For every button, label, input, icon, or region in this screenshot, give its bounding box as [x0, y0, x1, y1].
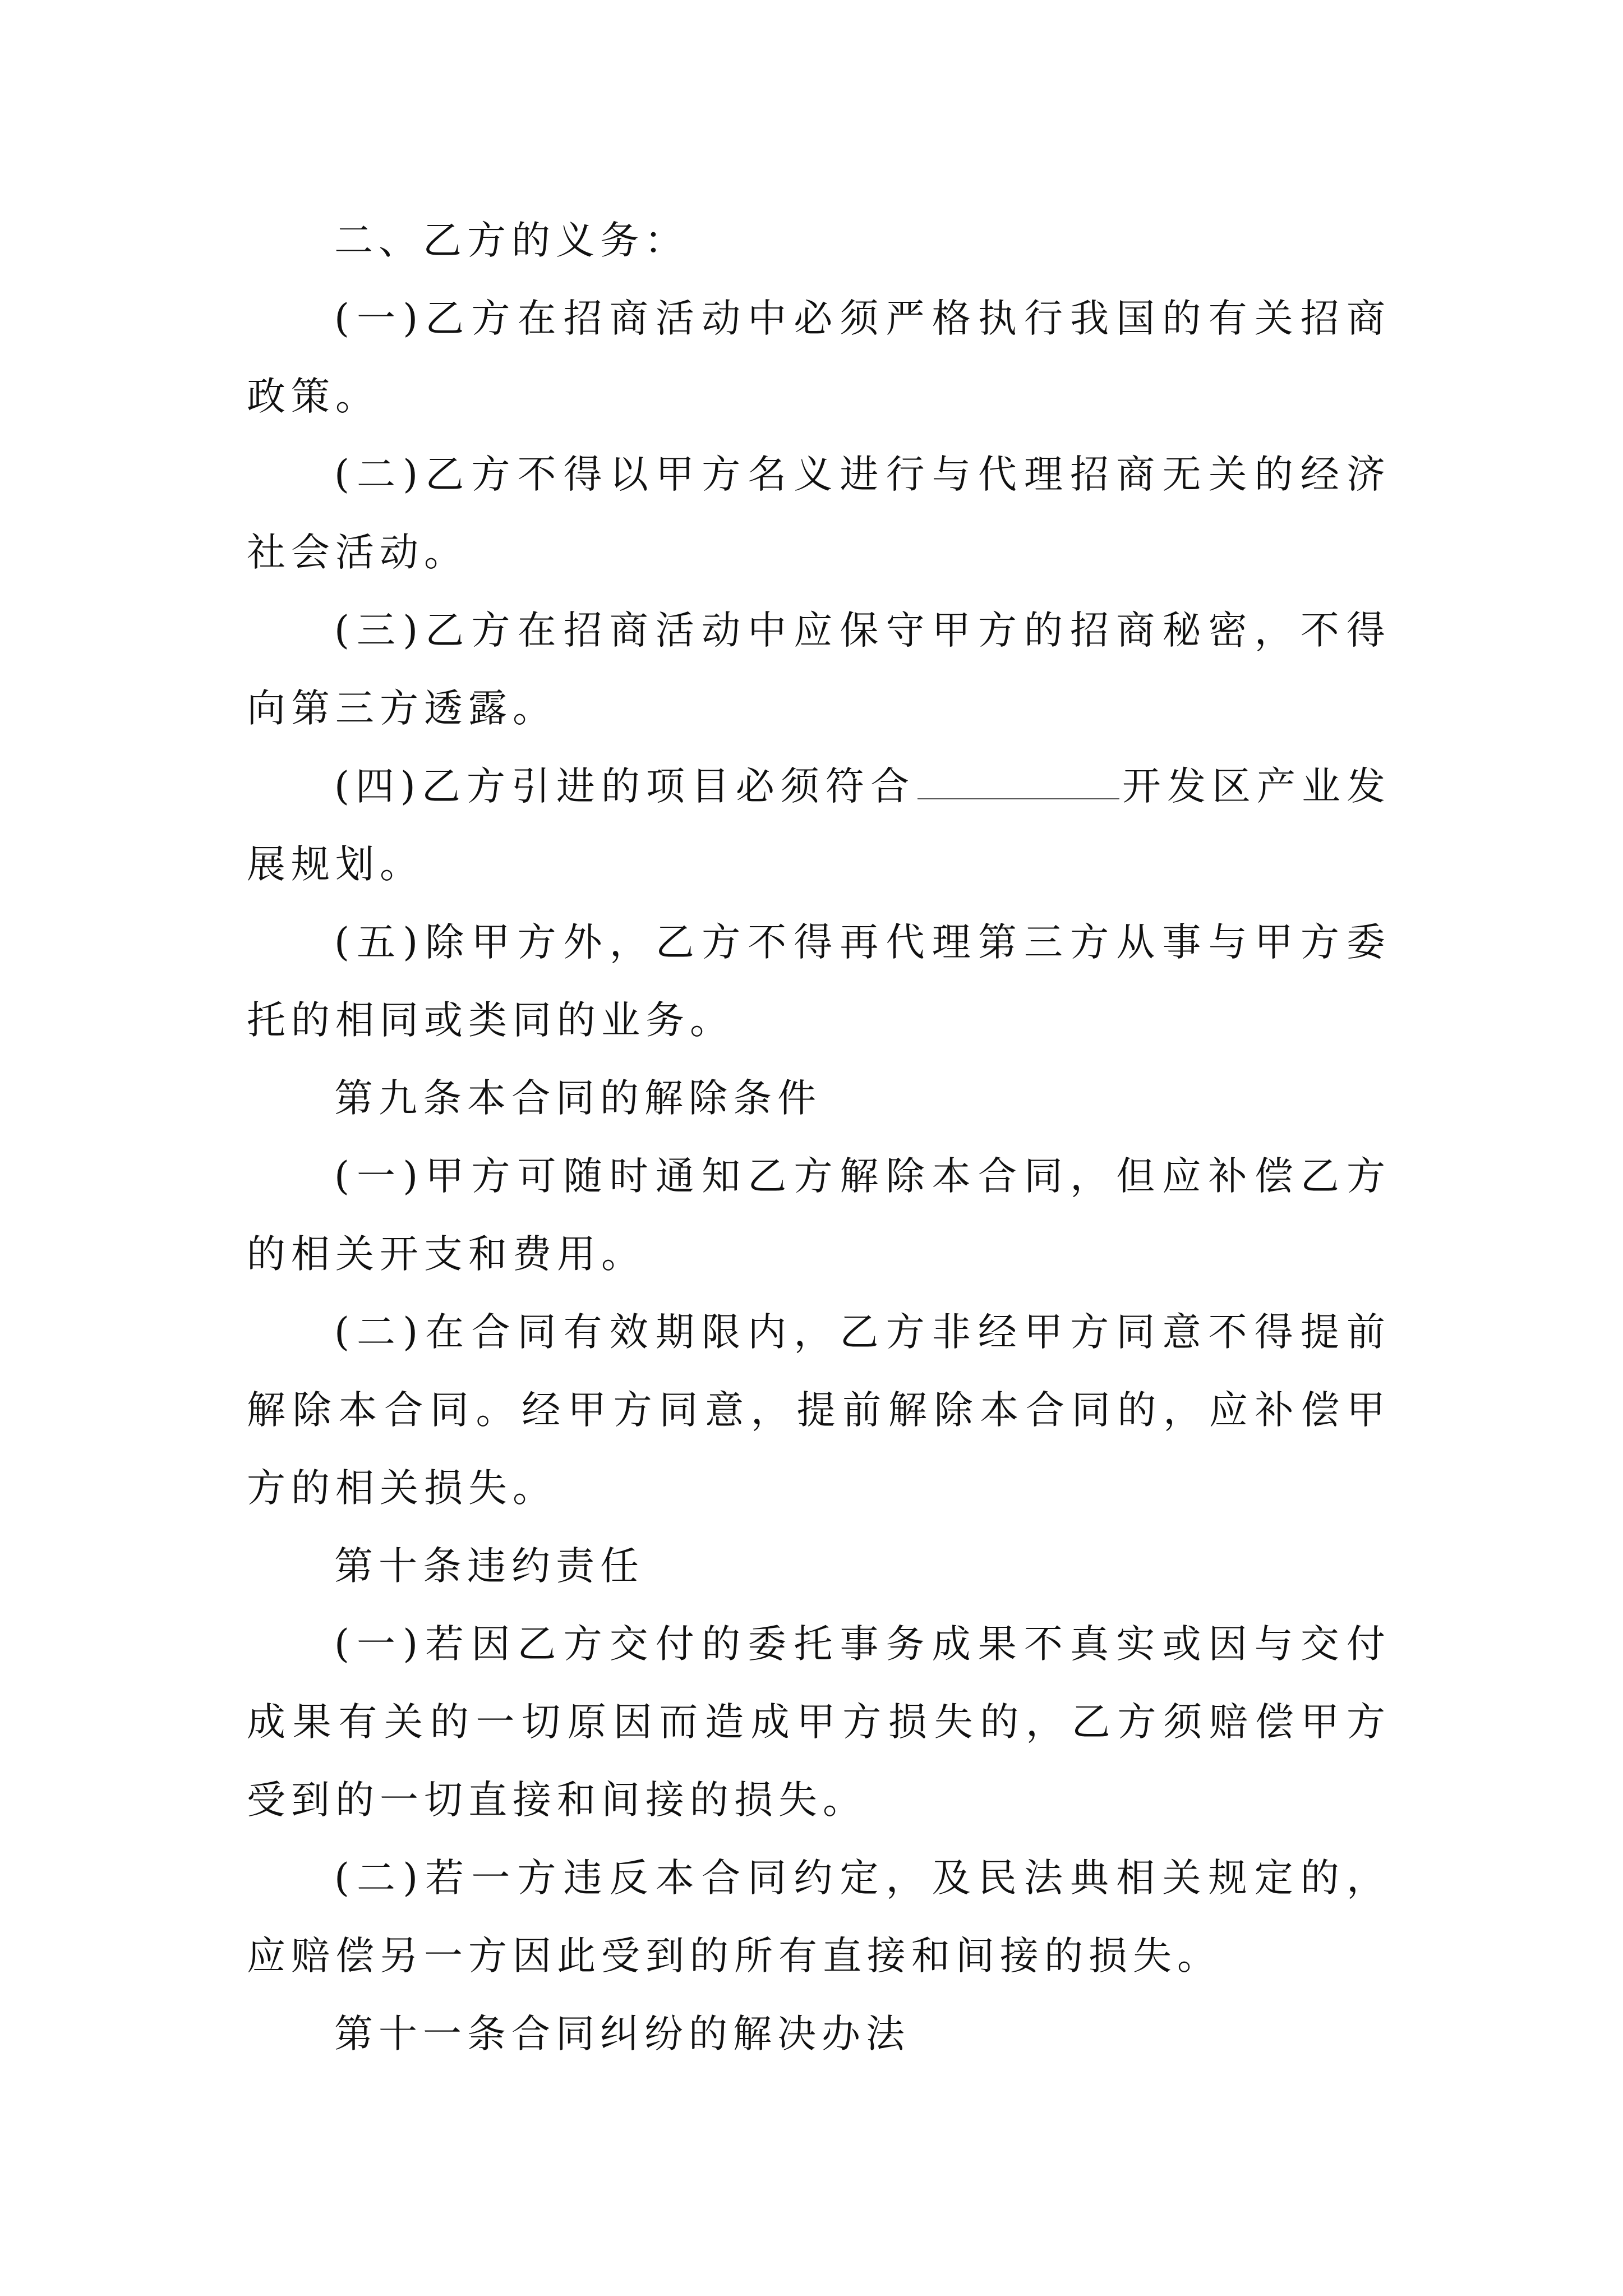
obligation-item-4	[247, 748, 1391, 904]
obligation-item-5: (五)除甲方外，乙方不得再代理第三方从事与甲方委托的相同或类同的业务。	[247, 920, 1391, 1043]
termination-item-2: (二)在合同有效期限内，乙方非经甲方同意不得提前解除本合同。经甲方同意，提前解除本合同的，应补偿甲方的相关损失。	[247, 1310, 1391, 1511]
article-9-heading: 第九条本合同的解除条件	[334, 1076, 822, 1121]
termination-item-1: (一)甲方可随时通知乙方解除本合同，但应补偿乙方的相关开支和费用。	[247, 1154, 1391, 1277]
obligation-item-4-before: (四)乙方引进的项目必须符合	[334, 764, 915, 809]
obligation-item-2: (二)乙方不得以甲方名义进行与代理招商无关的经济社会活动。	[247, 452, 1391, 575]
liability-item-2: (二)若一方违反本合同约定，及民法典相关规定的，应赔偿另一方因此受到的所有直接和间接的损失。	[247, 1856, 1391, 1978]
obligation-item-3: (三)乙方在招商活动中应保守甲方的招商秘密，不得向第三方透露。	[247, 608, 1391, 731]
section-heading-party-b-obligations: 二、乙方的义务：	[334, 218, 689, 263]
article-11-heading: 第十一条合同纠纷的解决办法	[334, 2012, 910, 2056]
fill-in-blank-line	[917, 796, 1119, 799]
obligation-item-1: (一)乙方在招商活动中必须严格执行我国的有关招商政策。	[247, 296, 1391, 419]
article-10-heading: 第十条违约责任	[334, 1544, 644, 1589]
liability-item-1: (一)若因乙方交付的委托事务成果不真实或因与交付成果有关的一切原因而造成甲方损失的，乙方须赔偿甲方受到的一切直接和间接的损失。	[247, 1622, 1391, 1823]
obligation-item-4-after: 开发区产业发展规划。	[247, 764, 1391, 887]
document-body	[247, 202, 1391, 2073]
